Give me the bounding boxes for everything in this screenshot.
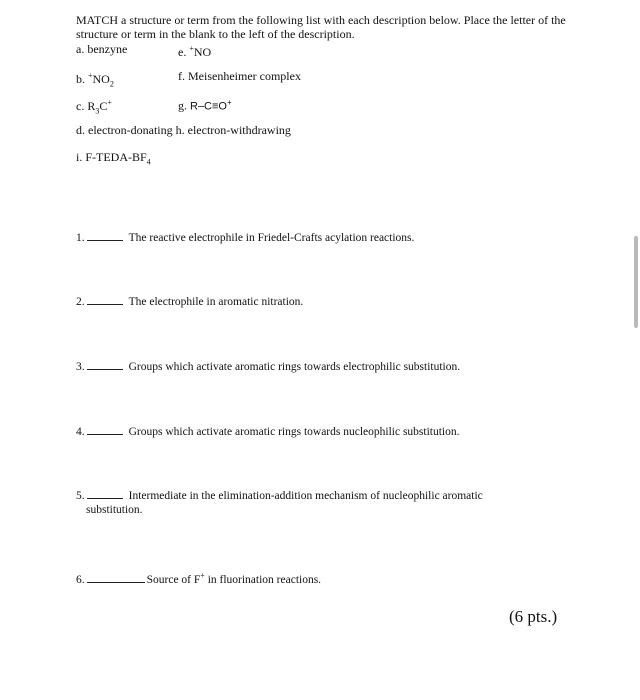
option-d: d. electron-donating (76, 123, 173, 137)
question-text: Source of F+ in fluorination reactions. (146, 571, 322, 586)
question-text: The reactive electrophile in Friedel-Crafts acylation reactions. (128, 232, 415, 244)
question-5-continuation: substitution. (86, 504, 143, 516)
answer-blank[interactable] (87, 294, 123, 305)
question-3 (76, 359, 460, 374)
question-number: 6. (76, 573, 85, 586)
question-text: The electrophile in aromatic nitration. (128, 296, 304, 308)
option-f: f. Meisenheimer complex (178, 69, 301, 83)
option-g: g. R–C≡O+ (178, 98, 232, 113)
option-b: b. $^+NO_2$ (76, 71, 114, 89)
answer-blank[interactable] (87, 488, 123, 499)
option-e: e. +NO (178, 44, 212, 59)
option-i: i. $F-TEDA-BF_4$ (76, 150, 151, 167)
question-number: 1. (76, 232, 85, 244)
option-h: h. electron-withdrawing (175, 123, 291, 137)
option-a: a. benzyne (76, 42, 128, 56)
question-text: Intermediate in the elimination-addition mechanism of nucleophilic aromatic (128, 490, 483, 502)
answer-blank[interactable] (87, 230, 123, 241)
points-label: (6 pts.) (509, 607, 558, 626)
question-6 (76, 569, 321, 587)
option-c: c. $R_3C^+$ (76, 98, 112, 116)
option-d-h (76, 123, 291, 137)
answer-blank[interactable] (87, 424, 123, 435)
answer-blank[interactable] (87, 572, 145, 583)
instructions: MATCH a structure or term from the following list with each description below. Place the letter of the structure or term in the blank to the left of the description. (76, 13, 566, 41)
question-text: Groups which activate aromatic rings towards nucleophilic substitution. (128, 426, 460, 438)
question-number: 5. (76, 490, 85, 502)
scrollbar[interactable] (634, 236, 638, 328)
question-number: 2. (76, 296, 85, 308)
question-5 (76, 488, 483, 503)
answer-blank[interactable] (87, 359, 123, 370)
question-text: Groups which activate aromatic rings towards electrophilic substitution. (128, 361, 461, 373)
question-number: 3. (76, 361, 85, 373)
question-1 (76, 230, 414, 245)
question-2 (76, 294, 303, 309)
question-4 (76, 424, 460, 439)
question-number: 4. (76, 426, 85, 438)
